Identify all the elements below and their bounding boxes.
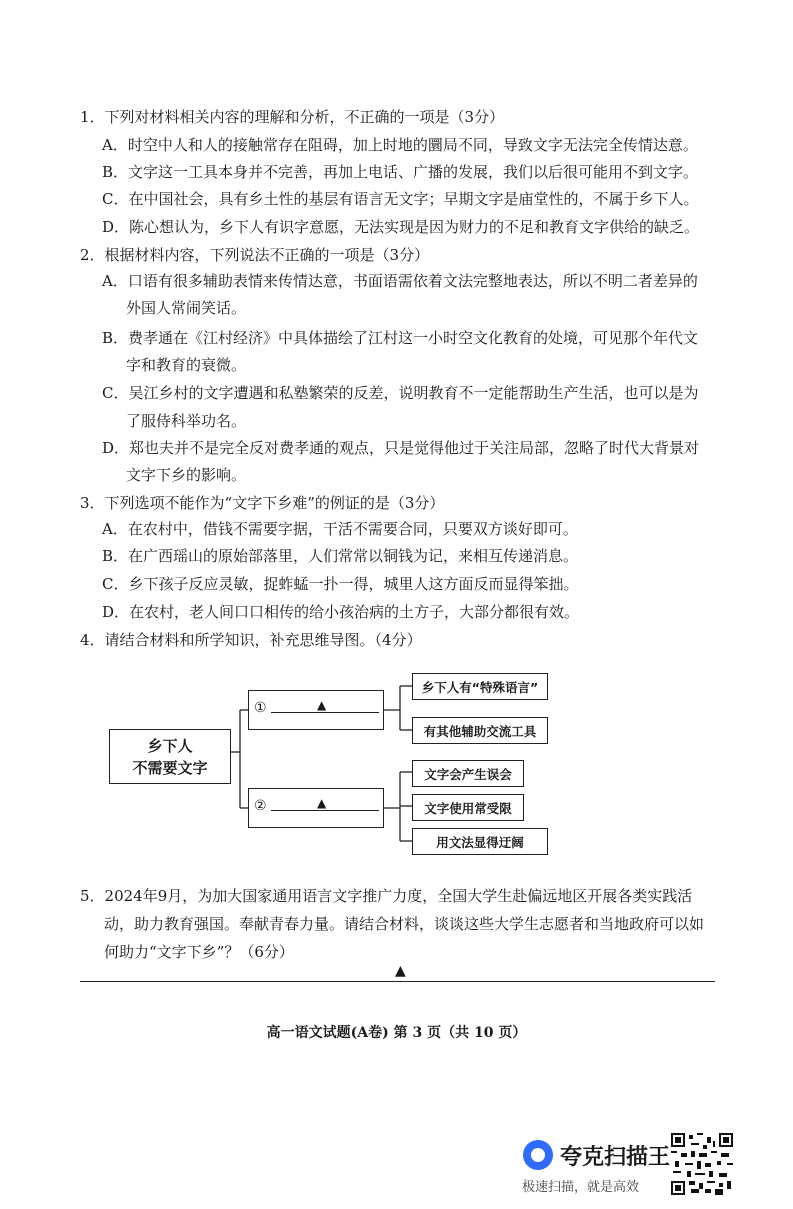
slot-2-number: ② <box>254 798 267 814</box>
q5-line1: 5．2024年9月，为加大国家通用语言文字推广力度，全国大学生赴偏远地区开展各类实践活 <box>80 887 693 905</box>
slot-1-blank-line <box>271 712 379 713</box>
mindmap-root <box>109 729 231 784</box>
mindmap-root-line2: 不需要文字 <box>132 758 208 777</box>
q2-option-d-cont: 文字下乡的影响。 <box>126 466 247 484</box>
q1-stem: 1．下列对材料相关内容的理解和分析，不正确的一项是（3分） <box>80 108 505 126</box>
q2-option-d: D．郑也夫并不是完全反对费孝通的观点，只是觉得他过于关注局部，忽略了时代大背景对 <box>102 439 700 457</box>
q2-option-b-cont: 字和教育的衰微。 <box>126 356 247 374</box>
slot-1-triangle: ▲ <box>317 698 327 712</box>
mindmap-leaf-1-1: 乡下人有“特殊语言” <box>412 673 548 700</box>
q2-stem: 2．根据材料内容，下列说法不正确的一项是（3分） <box>80 246 430 264</box>
q2-option-b: B．费孝通在《江村经济》中具体描绘了江村这一小时空文化教育的处境，可见那个年代文 <box>102 329 699 347</box>
q3-option-b: B．在广西瑶山的原始部落里，人们常常以铜钱为记，来相互传递消息。 <box>102 547 579 565</box>
q2-option-a-cont: 外国人常闹笑话。 <box>126 299 247 317</box>
q1-option-d: D．陈心想认为，乡下人有识字意愿，无法实现是因为财力的不足和教育文字供给的缺乏。 <box>102 218 700 236</box>
q5-line2: 动，助力教育强国。奉献青春力量。请结合材料，谈谈这些大学生志愿者和当地政府可以如 <box>104 915 705 933</box>
mindmap-leaf-2-2: 文字使用常受限 <box>412 794 524 821</box>
qr-code-icon <box>671 1133 733 1195</box>
mindmap-branch-2 <box>248 788 384 828</box>
slot-1-number: ① <box>254 700 267 716</box>
answer-mark-triangle: ▲ <box>395 963 406 979</box>
q5-line3: 何助力“文字下乡”？（6分） <box>104 943 294 961</box>
scanner-brand-name: 夸克扫描王 <box>560 1145 671 1170</box>
q1-option-b: B．文字这一工具本身并不完善，再加上电话、广播的发展，我们以后很可能用不到文字。 <box>102 163 699 181</box>
q2-option-c-cont: 了服侍科举功名。 <box>126 412 247 430</box>
q2-option-a: A．口语有很多辅助表情来传情达意，书面语需依着文法完整地表达，所以不明二者差异的 <box>102 272 698 290</box>
mindmap-branch-1 <box>248 690 384 730</box>
scanner-slogan: 极速扫描，就是高效 <box>522 1180 640 1195</box>
slot-2-triangle: ▲ <box>317 796 327 810</box>
mindmap-root-line1: 乡下人 <box>147 736 193 755</box>
q4-stem: 4．请结合材料和所学知识，补充思维导图。（4分） <box>80 631 422 649</box>
q1-option-c: C．在中国社会，具有乡土性的基层有语言无文字；早期文字是庙堂性的，不属于乡下人。 <box>102 190 699 208</box>
mindmap-leaf-1-2: 有其他辅助交流工具 <box>412 717 548 744</box>
q2-option-c: C．吴江乡村的文字遭遇和私塾繁荣的反差，说明教育不一定能帮助生产生活，也可以是为 <box>102 384 699 402</box>
q3-option-c: C．乡下孩子反应灵敏，捉蚱蜢一扑一得，城里人这方面反而显得笨拙。 <box>102 575 579 593</box>
mindmap-leaf-2-3: 用文法显得迂阔 <box>412 828 548 855</box>
q3-option-d: D．在农村，老人间口口相传的给小孩治病的土方子，大部分都很有效。 <box>102 603 580 621</box>
q1-option-a: A．时空中人和人的接触常存在阻碍，加上时地的圜局不同，导致文字无法完全传情达意。 <box>102 136 698 154</box>
answer-rule <box>80 981 715 982</box>
scanner-logo-icon <box>523 1140 553 1170</box>
q3-stem: 3．下列选项不能作为“文字下乡难”的例证的是（3分） <box>80 494 445 512</box>
page-footer: 高一语文试题(A卷) 第 3 页（共 10 页） <box>266 1025 527 1041</box>
mindmap-leaf-2-1: 文字会产生误会 <box>412 760 524 787</box>
slot-2-blank-line <box>271 810 379 811</box>
q3-option-a: A．在农村中，借钱不需要字据，干活不需要合同，只要双方谈好即可。 <box>102 520 578 538</box>
